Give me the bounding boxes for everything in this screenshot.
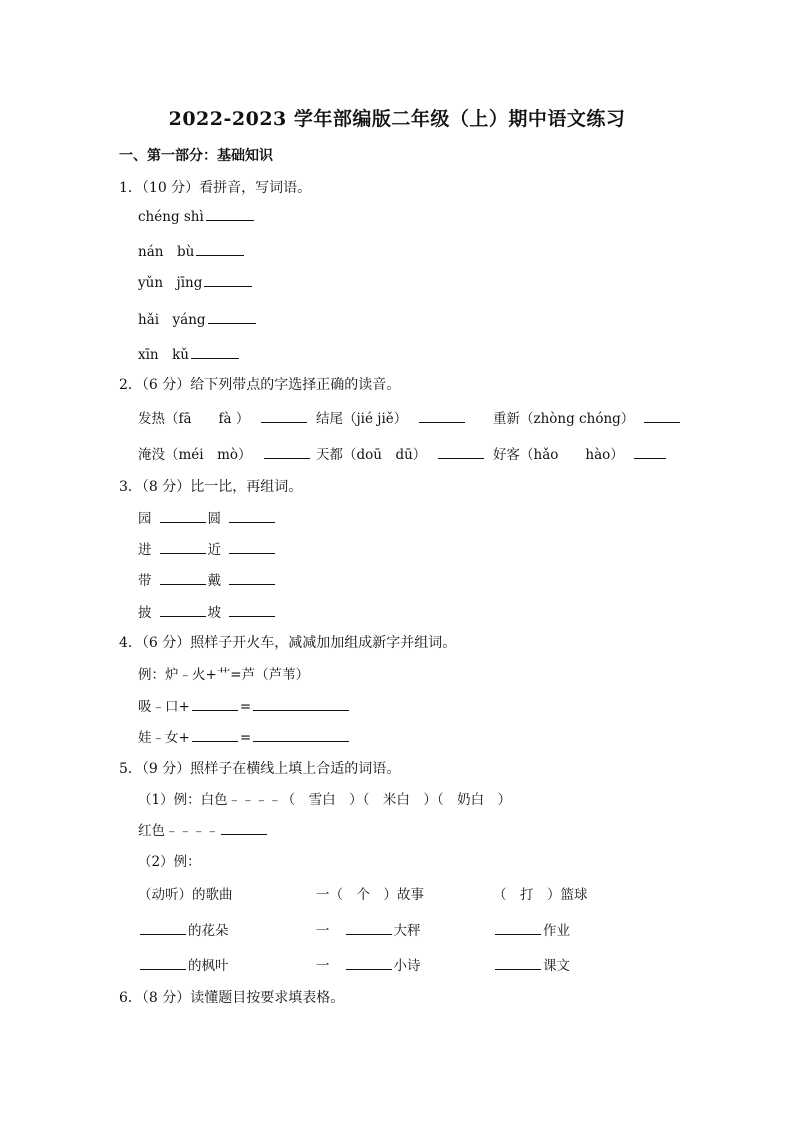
answer-blank[interactable] xyxy=(229,572,275,585)
answer-blank[interactable] xyxy=(160,541,206,554)
answer-blank[interactable] xyxy=(253,698,349,711)
question-6-stem: 6．（8 分）读懂题目按要求填表格。 xyxy=(119,990,345,1006)
answer-blank[interactable] xyxy=(229,604,275,617)
q4-line: 吸﹣口+ = xyxy=(138,695,351,715)
q2-option: 好客（hǎo hào） xyxy=(493,443,668,463)
page-title: 2022-2023 学年部编版二年级（上）期中语文练习 xyxy=(168,108,626,130)
answer-blank[interactable] xyxy=(438,446,484,459)
answer-blank[interactable] xyxy=(253,729,349,742)
answer-blank[interactable] xyxy=(346,957,392,970)
q1-item: nán bù xyxy=(138,240,246,260)
answer-blank[interactable] xyxy=(419,410,465,423)
question-2-stem: 2．（6 分）给下列带点的字选择正确的读音。 xyxy=(119,377,401,393)
answer-blank[interactable] xyxy=(221,822,267,835)
answer-blank[interactable] xyxy=(204,274,252,287)
answer-blank[interactable] xyxy=(208,311,256,324)
answer-blank[interactable] xyxy=(264,446,310,459)
q1-item: hǎi yáng xyxy=(138,308,258,328)
q5-part2: （2）例： xyxy=(138,854,201,870)
answer-blank[interactable] xyxy=(196,243,244,256)
q5-part1-line: 红色﹣﹣﹣﹣ xyxy=(138,819,269,839)
section-heading: 一、第一部分：基础知识 xyxy=(119,148,273,164)
q3-pair: 带 戴 xyxy=(138,569,277,589)
q4-example: 例：炉﹣火+艹=芦（芦苇） xyxy=(138,667,310,683)
q1-item: yǔn jīng xyxy=(138,271,254,291)
q5-item: 作业 xyxy=(493,919,570,939)
q4-line: 娃﹣女+ = xyxy=(138,726,351,746)
answer-blank[interactable] xyxy=(644,410,680,423)
q5-example: （ 打 ）篮球 xyxy=(493,887,588,903)
q2-option: 重新（zhòng chóng） xyxy=(493,407,682,427)
answer-blank[interactable] xyxy=(192,698,238,711)
q2-option: 发热（fā fà ） xyxy=(138,407,309,427)
answer-blank[interactable] xyxy=(229,510,275,523)
q5-item: 的花朵 xyxy=(138,919,229,939)
answer-blank[interactable] xyxy=(495,922,541,935)
q5-item: 的枫叶 xyxy=(138,954,229,974)
answer-blank[interactable] xyxy=(160,572,206,585)
question-1-stem: 1．（10 分）看拼音，写词语。 xyxy=(119,180,312,196)
answer-blank[interactable] xyxy=(140,922,186,935)
answer-blank[interactable] xyxy=(229,541,275,554)
question-3-stem: 3．（8 分）比一比，再组词。 xyxy=(119,479,303,495)
q5-item: 一 小诗 xyxy=(316,958,421,974)
answer-blank[interactable] xyxy=(191,346,239,359)
q5-item: 一 大秤 xyxy=(316,923,421,939)
answer-blank[interactable] xyxy=(346,922,392,935)
answer-blank[interactable] xyxy=(140,957,186,970)
q1-item: chéng shì xyxy=(138,208,256,225)
q5-item: 课文 xyxy=(493,954,570,974)
q3-pair: 进 近 xyxy=(138,538,277,558)
q5-example: （动听）的歌曲 xyxy=(138,887,233,903)
answer-blank[interactable] xyxy=(160,510,206,523)
q5-part1: （1）例：白色﹣﹣﹣﹣（ 雪白 ）（ 米白 ）（ 奶白 ） xyxy=(138,792,512,808)
q3-pair: 园 圆 xyxy=(138,507,277,527)
question-4-stem: 4．（6 分）照样子开火车，减减加加组成新字并组词。 xyxy=(119,635,457,651)
question-5-stem: 5．（9 分）照样子在横线上填上合适的词语。 xyxy=(119,761,401,777)
q1-item: xīn kǔ xyxy=(138,343,241,363)
answer-blank[interactable] xyxy=(206,208,254,221)
answer-blank[interactable] xyxy=(634,446,666,459)
answer-blank[interactable] xyxy=(495,957,541,970)
answer-blank[interactable] xyxy=(160,604,206,617)
q2-option: 淹没（méi mò） xyxy=(138,443,312,463)
q5-example: 一（ 个 ）故事 xyxy=(316,887,424,903)
q2-option: 天都（doū dū） xyxy=(316,443,486,463)
q2-option: 结尾（jié jiě） xyxy=(316,407,467,427)
q3-pair: 披 坡 xyxy=(138,601,277,621)
answer-blank[interactable] xyxy=(192,729,238,742)
answer-blank[interactable] xyxy=(261,410,307,423)
